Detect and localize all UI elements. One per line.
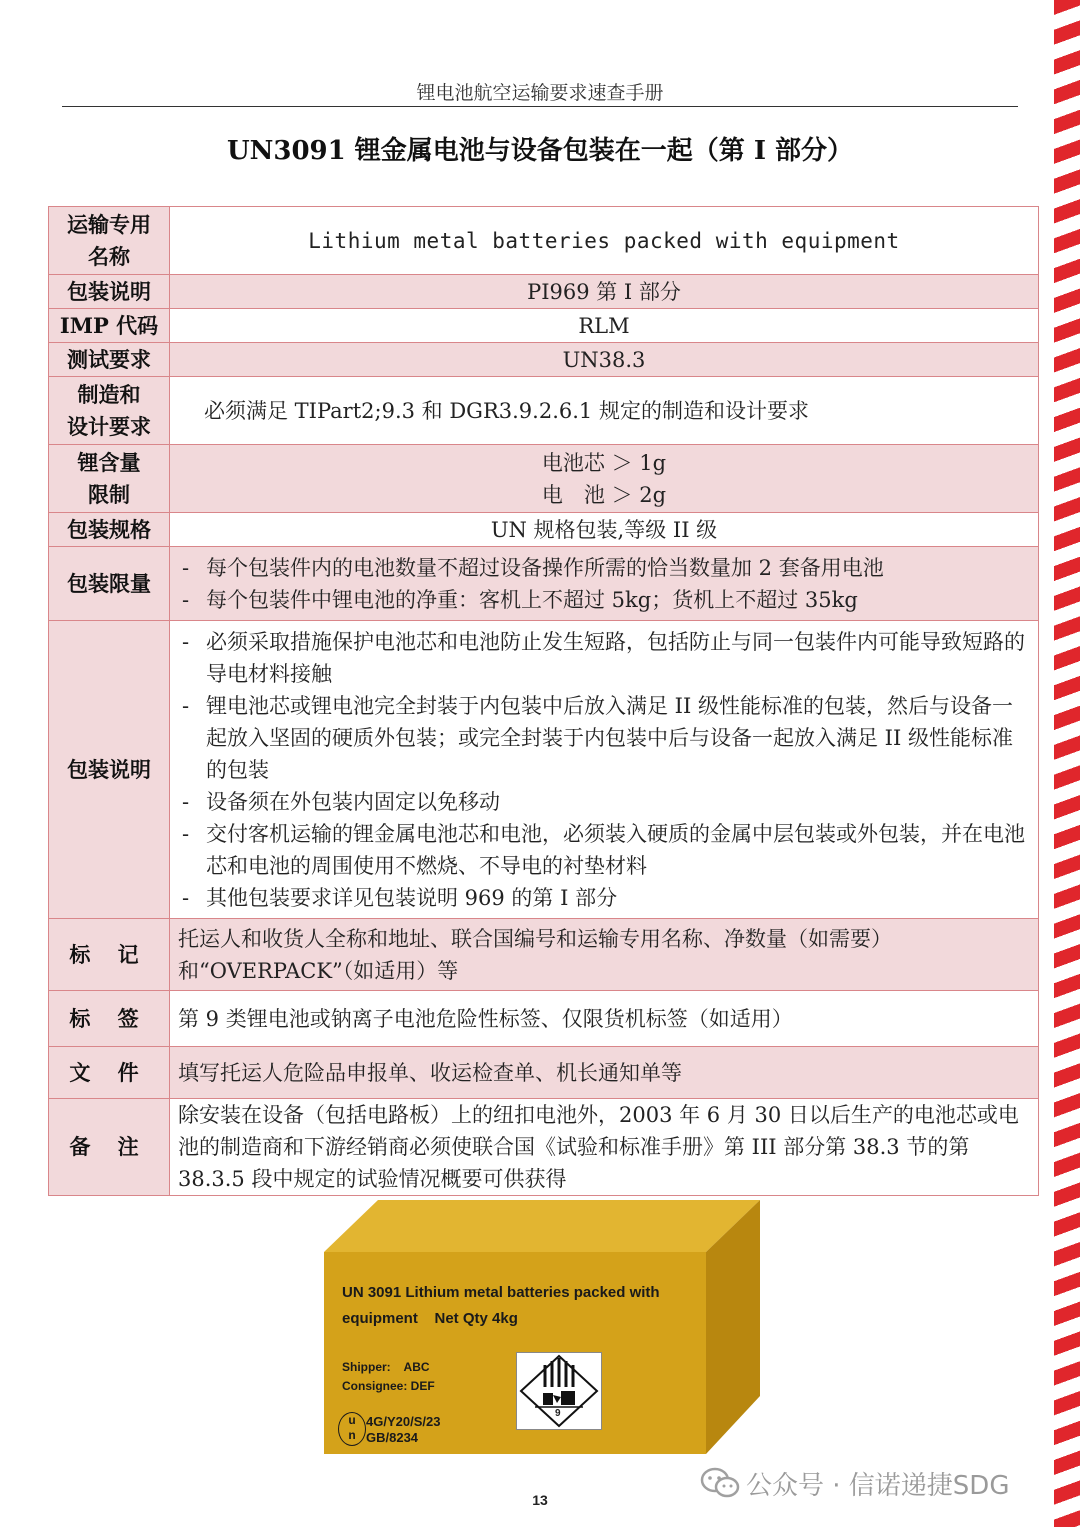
value-labels: 第 9 类锂电池或钠离子电池危险性标签、仅限货机标签（如适用） [170,991,1039,1047]
list-item: - 交付客机运输的锂金属电池芯和电池，必须装入硬质的金属中层包装或外包装，并在电池芯和电池的周围使用不燃烧、不导电的衬垫材料 [178,818,1030,882]
table-row-labels [49,991,1039,1047]
value-marking: 托运人和收货人全称和地址、联合国编号和运输专用名称、净数量（如需要）和“OVERPACK”（如适用）等 [170,919,1039,991]
value-manufacture: 必须满足 TIPart2;9.3 和 DGR3.9.2.6.1 规定的制造和设计要求 [170,377,1039,445]
wechat-icon [700,1467,740,1499]
list-item: - 每个包装件内的电池数量不超过设备操作所需的恰当数量加 2 套备用电池 [178,552,1030,584]
table-row-shipping-name [49,207,1039,275]
list-item: - 其他包装要求详见包装说明 969 的第 I 部分 [178,882,1030,914]
label-remarks: 备 注 [49,1099,170,1196]
label-pack-details: 包装说明 [49,621,170,919]
un-packaging-symbol-icon: u n [338,1412,366,1446]
value-test-req: UN38.3 [170,343,1039,377]
table-row-documents [49,1047,1039,1099]
value-documents: 填写托运人危险品申报单、收运检查单、机长通知单等 [170,1047,1039,1099]
value-remarks: 除安装在设备（包括电路板）上的纽扣电池外，2003 年 6 月 30 日以后生产的电池芯或电池的制造商和下游经销商必须使联合国《试验和标准手册》第 III 部分第 38.3 节的第 38.3.5 段中规定的试验情况概要可供获得 [170,1099,1039,1196]
label-documents: 文 件 [49,1047,170,1099]
requirements-table [48,206,1039,1196]
page-title: UN3091 锂金属电池与设备包装在一起（第 I 部分） [226,136,854,166]
label-lithium-limit: 锂含量 限制 [49,445,170,513]
label-pack-limit: 包装限量 [49,547,170,621]
list-item: - 每个包装件中锂电池的净重：客机上不超过 5kg；货机上不超过 35kg [178,584,1030,616]
value-pack-instruction: PI969 第 I 部分 [170,275,1039,309]
list-item: - 锂电池芯或锂电池完全封装于内包装中后放入满足 II 级性能标准的包装，然后与设备一起放入坚固的硬质外包装；或完全封装于内包装中后与设备一起放入满足 II 级性能标准的包装 [178,690,1030,786]
class-9-hazard-label [516,1352,602,1430]
package-illustration [324,1200,760,1460]
pack-limit-list [178,552,1030,616]
box-un-spec: 4G/Y20/S/23 GB/8234 [366,1414,441,1445]
wechat-watermark [700,1466,1009,1500]
label-shipping-name: 运输专用 名称 [49,207,170,275]
label-manufacture: 制造和 设计要求 [49,377,170,445]
list-item: - 必须采取措施保护电池芯和电池防止发生短路，包括防止与同一包装件内可能导致短路的导电材料接触 [178,626,1030,690]
table-row-marking [49,919,1039,991]
box-shipping-label: UN 3091 Lithium metal batteries packed with equipment Net Qty 4kg [342,1284,660,1327]
value-pack-details [170,621,1039,919]
box-parties: Shipper: ABC Consignee: DEF [342,1360,435,1393]
page-number: 13 [532,1492,548,1508]
header-divider [62,106,1018,107]
table-row-pack-instruction [49,275,1039,309]
table-row-imp-code [49,309,1039,343]
table-row-remarks [49,1099,1039,1196]
value-lithium-limit: 电池芯 ＞ 1g 电 池 ＞ 2g [170,445,1039,513]
label-labels: 标 签 [49,991,170,1047]
label-pack-instruction: 包装说明 [49,275,170,309]
running-header: 锂电池航空运输要求速查手册 [416,82,664,104]
value-shipping-name: Lithium metal batteries packed with equipment [170,207,1039,275]
hazard-class-number: 9 [555,1408,561,1419]
pack-details-list [178,626,1030,914]
label-pack-spec: 包装规格 [49,513,170,547]
label-marking: 标 记 [49,919,170,991]
label-imp-code: IMP 代码 [49,309,170,343]
table-row-manufacture [49,377,1039,445]
table-row-lithium-limit [49,445,1039,513]
table-row-pack-limit [49,547,1039,621]
table-row-pack-details [49,621,1039,919]
label-test-req: 测试要求 [49,343,170,377]
value-pack-limit [170,547,1039,621]
table-row-pack-spec [49,513,1039,547]
watermark-text: 公众号 · 信诺递捷SDG [746,1470,1010,1501]
table-row-test-req [49,343,1039,377]
value-pack-spec: UN 规格包装,等级 II 级 [170,513,1039,547]
red-white-border-stripe [1054,0,1080,1527]
list-item: - 设备须在外包装内固定以免移动 [178,786,1030,818]
value-imp-code: RLM [170,309,1039,343]
